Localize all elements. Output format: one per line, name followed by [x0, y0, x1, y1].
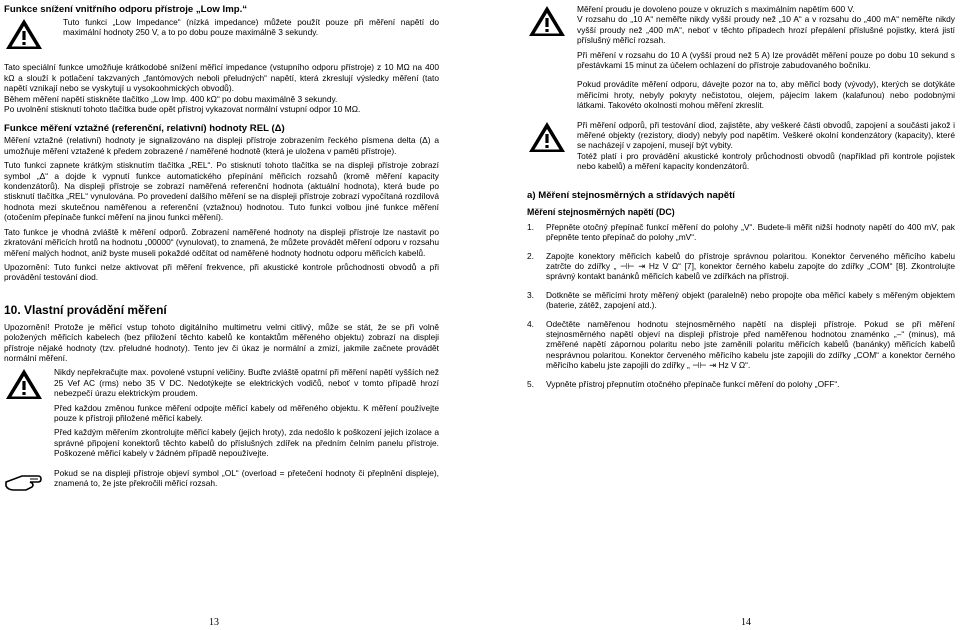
rel-paragraph-2: Tuto funkci zapnete krátkým stisknutím tlačítka „REL“. Po stisknutí tohoto tlačítka se na displeji přístroje zobrazí symbol „Δ“ a dojde k vypnutí funkce automatického přepínání měřicích rozsahů (kromě měření kapacity kondenzátorů). Na displeji přístroje se zobrazí naměřená referenční hodnota (aktuální hodnota), která bude po stisknutí tlačítka „REL“ vynulována. Po provedení dalšího měření se na displeji přístroje zobrazí vypočítaná rozdílová hodnota mezi skutečnou naměřenou a referenční (vztažnou) hodnotou. Tuto funkci volbou jiné funkce měření (otočením přepínače funkcí měření na jinou funkci měření).	[4, 160, 439, 223]
warning-no-voltage: Při měření odporů, při testování diod, zajistěte, aby veškeré části obvodů, zapojení a součásti jakož i měřené objekty (rezistory, diody) nebyly pod napětím. Veškeré okolní kondenzátory (kapacity), které se nacházejí v zapojení, musejí být vybity.	[577, 119, 955, 151]
low-imp-release: Po uvolnění stisknutí tohoto tlačítka bude opět přístroj vykazovat normální vstupní odpor 10 MΩ.	[4, 104, 361, 115]
warning-icon	[527, 120, 567, 156]
warning-icon	[527, 4, 567, 40]
list-item: 5. Vypněte přístroj přepnutím otočného přepínače funkcí měření do polohy „OFF“.	[527, 378, 840, 389]
low-imp-warning	[4, 17, 439, 53]
warning-continuity: Totéž platí i pro provádění akustické kontroly průchodnosti obvodů (například při kontrole pojistek nebo kabelů) a měření kapacity kondenzátorů.	[577, 150, 955, 172]
discharge-warnings	[527, 120, 955, 172]
dc-subtitle: Měření stejnosměrných napětí (DC)	[527, 206, 675, 217]
rel-title: Funkce měření vztažné (referenční, relativní) hodnoty REL (Δ)	[4, 123, 285, 135]
current-warnings	[527, 4, 955, 111]
page-number-left: 13	[209, 617, 219, 628]
right-column	[527, 4, 955, 397]
low-imp-paragraph: Tato speciální funkce umožňuje krátkodobé snížení měřicí impedance (vstupního odporu přístroje) z 10 MΩ na 400 kΩ a slouží k potlačení takzvaných „fantómových neboli přeludných“ napětí, která zkreslují výsledky měření (tato napětí vznikají nebo se vyskytují u vysokoohmických obvodů).	[4, 62, 439, 94]
list-item: 2. Zapojte konektory měřicích kabelů do přístroje správnou polaritou. Konektor červeného měřicího kabelu zatrčte do zdířky „ ⊣⊢ ⇥ Hz V Ω“ [7], konektor černého kabelu zapojte do zdířky „COM“ [8]. Zkontrolujte správný kontakt banánků měřicích kabelů ve zdířkách na přístroji.	[527, 250, 955, 282]
warning-max-input: Nikdy nepřekračujte max. povolené vstupní veličiny. Buďte zvláště opatrní při měření napětí vyšších než 25 Vef AC (rms) nebo 35 V DC. Nedotýkejte se elektrických vodičů, neboť v tomto případě hrozí nebezpečí úrazu elektrickým proudem.	[54, 367, 439, 399]
warning-icon	[4, 367, 44, 403]
low-imp-warning-text: Tuto funkci „Low Impedance“ (nízká impedance) můžete použít pouze při měření napětí do maximální hodnoty 250 V, a to po dobu pouze maximálně 3 sekundy.	[63, 17, 439, 38]
measurement-warnings	[4, 367, 439, 458]
section-10-title: 10. Vlastní provádění měření	[4, 302, 167, 317]
rel-paragraph-3: Tato funkce je vhodná zvláště k měření odporů. Zobrazení naměřené hodnoty na displeji přístroje lze nastavit po zkratování měřicích hrotů na hodnotu „00000“ (vynulovat), to znamená, že můžete provádět měření odporu v rozsahu měření malých hodnot, aniž byste museli pokaždé odčítat od naměřené hodnoty hodnotu odporu měřicích kabelů.	[4, 226, 439, 258]
list-item: 1. Přepněte otočný přepínač funkcí měření do polohy „V“. Budete-li měřit nižší hodnoty napětí do 400 mV, pak přepněte tento přepínač do polohy „mV“.	[527, 221, 955, 243]
warning-disconnect: Před každou změnou funkce měření odpojte měřicí kabely od měřeného objektu. K měření používejte pouze k přístroji přiložené měřicí kabely.	[54, 402, 439, 423]
left-column	[4, 4, 439, 496]
warning-600v: Měření proudu je dovoleno pouze v okruzích s maximálním napětím 600 V.	[577, 4, 855, 14]
warning-icon	[4, 17, 44, 53]
low-imp-title: Funkce snížení vnitřního odporu přístroje „Low Imp.“	[4, 4, 248, 15]
section-10-paragraph: Upozornění! Protože je měřicí vstup tohoto digitálního multimetru velmi citlivý, může se stát, že se při volně položených měřicích kabelech (bez přiložení těchto kabelů ke kontaktům měřeného objektu) zobrazí na displeji přístroje nějaké hodnoty (tzv. přeludné hodnoty). Tento jev či úkaz je normální a zmizí, jakmile začnete provádět normální měření.	[4, 321, 439, 363]
info-hand-icon	[4, 468, 44, 496]
rel-paragraph-1: Měření vztažné (relativní) hodnoty je signalizováno na displeji přístroje zobrazením řeckého písmena delta (Δ) a umožňuje měření vztažené k předem zobrazené / naměřené hodnotě (která je uložena v paměti přístroje).	[4, 135, 439, 156]
list-item: 4. Odečtěte naměřenou hodnotu stejnosměrného napětí na displeji přístroje. Pokud se při měření stejnosměrného napětí objeví na displeji přístroje před naměřenou hodnotou znaménko „–“ (minus), má změřené napětí zápornou polaritu nebo jste zaměnili polaritu měřicích kabelů (banánky) měřicích kabelů nesprávnou polaritou. Konektor červeného měřicího kabelu jste zapojili do zdířky „COM“ a konektor černého měřicího kabelu jste zapojili do zdířky „ ⊣⊢ ⇥ Hz V Ω“.	[527, 318, 955, 371]
page-number-right: 14	[741, 617, 751, 628]
warning-ranges: V rozsahu do „10 A“ neměřte nikdy vyšší proudy než „10 A“ a v rozsahu do „400 mA“ neměřte nikdy vyšší proudy než „400 mA“, neboť v těchto případech hrozí přepálení příslušné pojistky, která jistí příslušný měřicí rozsah.	[577, 14, 955, 46]
warning-check-cables: Před každým měřením zkontrolujte měřicí kabely (jejich hroty), zda nedošlo k poškození jejich izolace a správné připojení konektorů těchto kabelů do příslušných zdířek na předním čelním panelu přístroje. Poškozené měřicí kabely v žádném případě nepoužívejte.	[54, 427, 439, 459]
warning-10a-duration: Při měření v rozsahu do 10 A (vyšší proud než 5 A) lze provádět měření pouze po dobu 10 sekund s přestávkami 15 minut za účelem ochlazení do přístroje zabudovaného bočníku.	[577, 49, 955, 71]
warning-resistance: Pokud provádíte měření odporu, dávejte pozor na to, aby měřicí body (vývody), kterých se dotýkáte měřicími hroty, nebyly pokryty nečistotou, olejem, pájecím lakem (kalafunou) nebo podobnými látkami. Takovéto okolnosti mohou měření zkreslit.	[577, 79, 955, 111]
dc-steps-list	[527, 222, 955, 389]
low-imp-press: Během měření napětí stiskněte tlačítko „Low Imp. 400 kΩ“ po dobu maximálně 3 sekundy.	[4, 93, 338, 104]
rel-note: Upozornění: Tuto funkci nelze aktivovat při měření frekvence, při akustické kontrole průchodnosti obvodů a při provádění testování diod.	[4, 261, 439, 283]
overload-note	[4, 468, 439, 496]
overload-note-text: Pokud se na displeji přístroje objeví symbol „OL“ (overload = přetečení hodnoty či přeplnění displeje), znamená to, že jste překročili měřicí rozsah.	[54, 467, 439, 488]
list-item: 3. Dotkněte se měřicími hroty měřený objekt (paralelně) nebo propojte oba měřicí kabely s měřeným objektem (baterie, zátěž, zapojení atd.).	[527, 289, 955, 311]
section-a-title: a) Měření stejnosměrných a střídavých napětí	[527, 189, 735, 201]
